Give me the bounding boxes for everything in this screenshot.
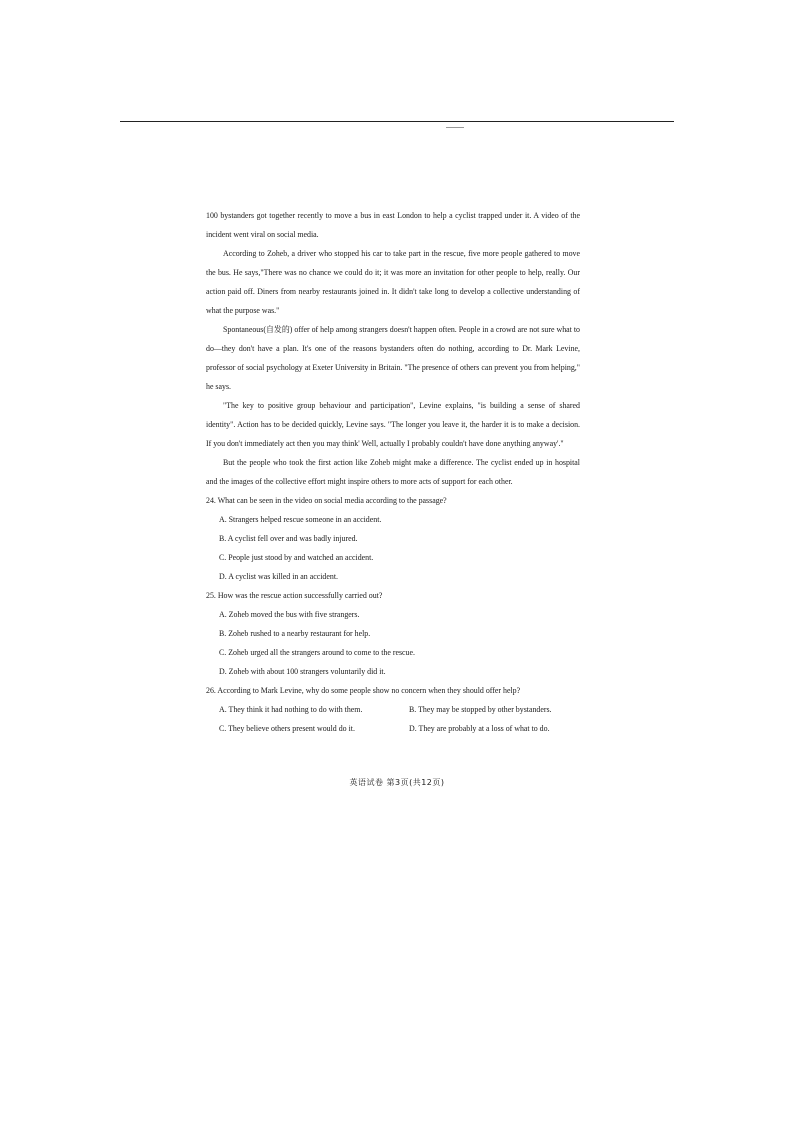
passage-paragraph-3: Spontaneous(自发的) offer of help among strangers doesn't happen often. People in a crowd are not sure what to do—they don't have a plan. It's one of the reasons bystanders often do nothing, according to Dr. Mark Levine, professor of social psychology at Exeter University in Britain. "The presence of others can prevent you from helping," he says. (206, 325, 580, 391)
option-b: B. They may be stopped by other bystanders. (409, 705, 552, 714)
question-24 (206, 491, 580, 586)
scan-artifact (446, 127, 464, 128)
option-b: B. A cyclist fell over and was badly injured. (219, 534, 358, 543)
question-25 (206, 586, 580, 681)
passage-paragraph-5: But the people who took the first action like Zoheb might make a difference. The cyclist ended up in hospital and the images of the collective effort might inspire others to more acts of support for each other. (206, 458, 580, 486)
option-a: A. They think it had nothing to do with them. (219, 705, 363, 714)
option-a: A. Strangers helped rescue someone in an accident. (219, 515, 382, 524)
question-26 (206, 681, 580, 738)
passage-paragraph-1: 100 bystanders got together recently to move a bus in east London to help a cyclist trapped under it. A video of the incident went viral on social media. (206, 211, 580, 239)
passage-paragraph-2: According to Zoheb, a driver who stopped his car to take part in the rescue, five more people gathered to move the bus. He says,"There was no chance we could do it; it was more an invitation for other people to help, really. Our action paid off. Diners from nearby restaurants joined in. It didn't take long to develop a collective understanding of what the purpose was." (206, 249, 580, 315)
options-row-1 (206, 700, 580, 719)
option-d: D. They are probably at a loss of what to do. (409, 724, 550, 733)
page-footer: 英语试卷 第3页(共12页) (349, 778, 445, 787)
options-row-2 (206, 719, 580, 738)
option-d: D. Zoheb with about 100 strangers voluntarily did it. (219, 667, 386, 676)
question-stem: 25. How was the rescue action successfully carried out? (206, 591, 383, 600)
option-b: B. Zoheb rushed to a nearby restaurant for help. (219, 629, 371, 638)
option-d: D. A cyclist was killed in an accident. (219, 572, 338, 581)
option-a: A. Zoheb moved the bus with five strangers. (219, 610, 360, 619)
question-stem: 26. According to Mark Levine, why do some people show no concern when they should offer help? (206, 686, 521, 695)
passage-paragraph-4: "The key to positive group behaviour and participation", Levine explains, "is building a sense of shared identity". Action has to be decided quickly, Levine says. "The longer you leave it, the harder it is to make a decision. If you don't immediately act then you may think' Well, actually I probably couldn't have done anything anyway'." (206, 401, 580, 448)
header-rule (120, 121, 674, 122)
option-c: C. They believe others present would do it. (219, 724, 355, 733)
option-c: C. People just stood by and watched an accident. (219, 553, 374, 562)
exam-content (206, 206, 580, 738)
option-c: C. Zoheb urged all the strangers around to come to the rescue. (219, 648, 415, 657)
question-stem: 24. What can be seen in the video on social media according to the passage? (206, 496, 447, 505)
